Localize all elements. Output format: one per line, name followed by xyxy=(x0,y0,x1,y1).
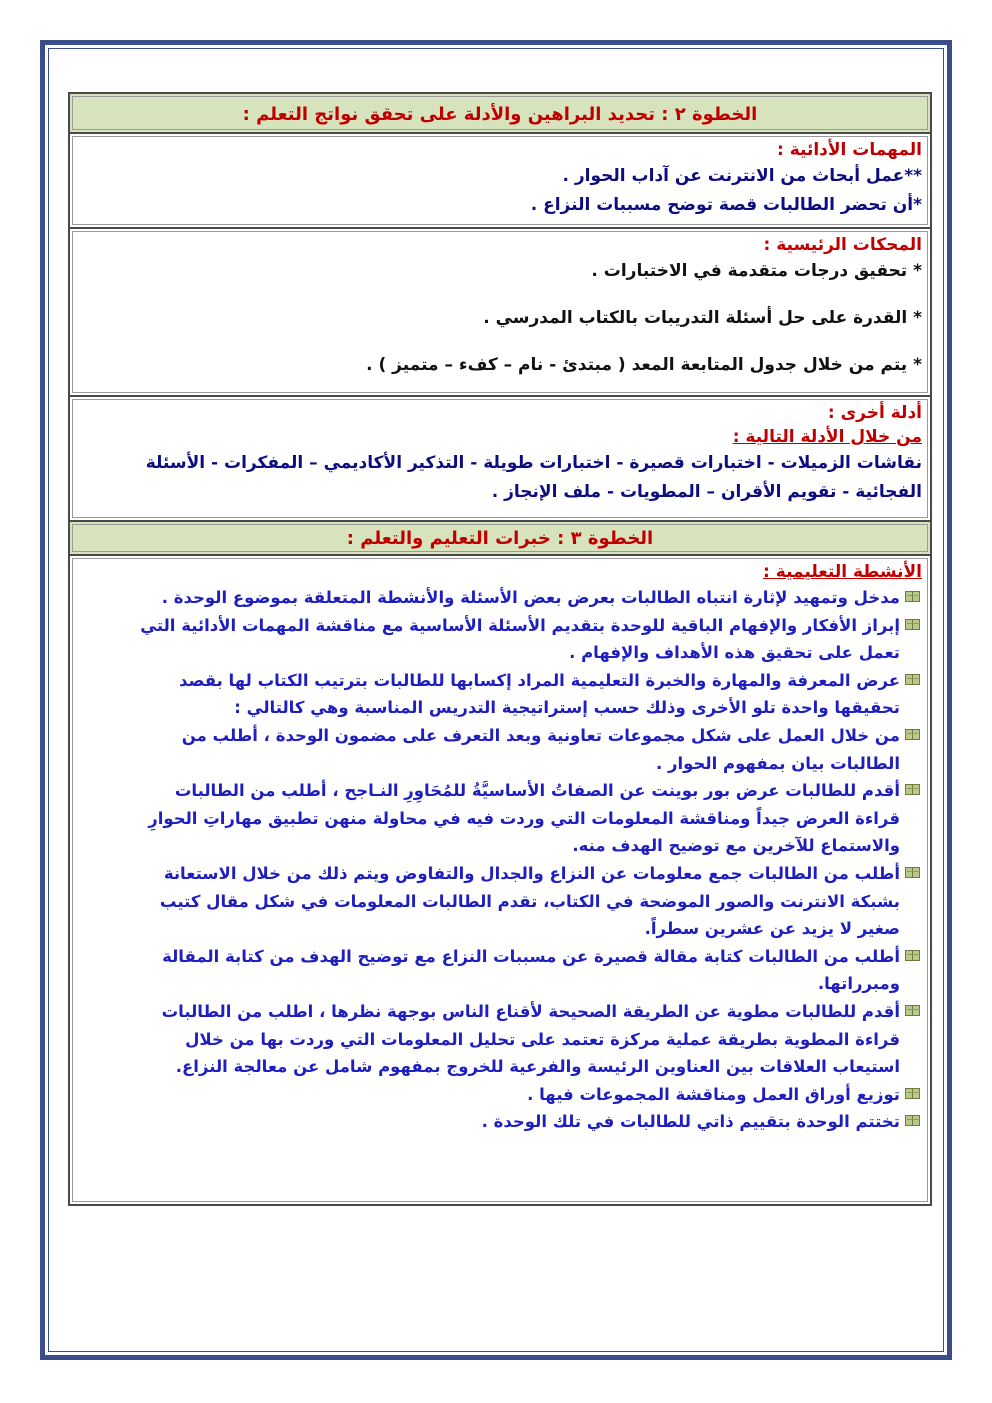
activity-item xyxy=(78,612,922,667)
activity-line: بشبكة الانترنت والصور الموضحة في الكتاب، تقدم الطالبات المعلومات في شكل مقال كتيب xyxy=(159,891,900,911)
book-icon xyxy=(905,784,920,795)
activity-line: من خلال العمل على شكل مجموعات تعاونية وبعد التعرف على مضمون الوحدة ، أطلب من xyxy=(181,725,900,745)
teaching-activities-title: الأنشطة التعليمية : xyxy=(763,562,922,582)
activity-line: قراءة العرض جيداً ومناقشة المعلومات التي وردت فيه في محاولة منهن تطبيق مهاراتِ الحوارِ xyxy=(148,808,900,828)
activity-item xyxy=(78,943,922,998)
other-evidence-section xyxy=(68,397,932,522)
step3-header xyxy=(68,522,932,556)
activity-line: إبراز الأفكار والإفهام الباقية للوحدة بتقديم الأسئلة الأساسية مع مناقشة المهمات الأدائية التي xyxy=(140,615,900,635)
main-criteria-section xyxy=(68,229,932,397)
step3-header-text: الخطوة ٣ : خبرات التعليم والتعلم : xyxy=(346,528,654,549)
activity-line: تعمل على تحقيق هذه الأهداف والإفهام . xyxy=(569,643,900,663)
performance-task-item: **عمل أبحاث من الانترنت عن آداب الحوار . xyxy=(562,166,922,186)
activity-line: أطلب من الطالبات كتابة مقالة قصيرة عن مسببات النزاع مع توضيح الهدف من كتابة المقالة xyxy=(162,946,900,966)
step2-header-text: الخطوة ٢ : تحديد البراهين والأدلة على تحقق نواتج التعلم : xyxy=(242,104,758,125)
activity-item xyxy=(78,584,922,612)
criteria-item: * تحقيق درجات متقدمة في الاختبارات . xyxy=(591,261,922,281)
activity-item xyxy=(78,667,922,722)
activity-line: مدخل وتمهيد لإثارة انتباه الطالبات بعرض بعض الأسئلة والأنشطة المتعلقة بموضوع الوحدة . xyxy=(161,588,900,607)
document-body xyxy=(68,92,932,1206)
other-evidence-title: أدلة أخرى : xyxy=(827,403,922,423)
performance-task-item: *أن تحضر الطالبات قصة توضح مسببات النزاع . xyxy=(530,195,922,215)
activity-line: الطالبات بيان بمفهوم الحوار . xyxy=(656,753,900,773)
book-icon xyxy=(905,674,920,685)
activity-item xyxy=(78,1081,922,1109)
criteria-item: * يتم من خلال جدول المتابعة المعد ( مبتدئ - نام – كفء – متميز ) . xyxy=(366,355,922,375)
other-evidence-line: الفجائية - تقويم الأقران – المطويات - ملف الإنجاز . xyxy=(491,482,922,502)
activity-item xyxy=(78,1108,922,1136)
activity-line: تختتم الوحدة بتقييم ذاتي للطالبات في تلك الوحدة . xyxy=(481,1112,900,1132)
activity-line: تحقيقها واحدة تلو الأخرى وذلك حسب إستراتيجية التدريس المناسبة وهي كالتالي : xyxy=(234,698,900,718)
activity-line: توزيع أوراق العمل ومناقشة المجموعات فيها . xyxy=(527,1084,900,1104)
book-icon xyxy=(905,950,920,961)
book-icon xyxy=(905,729,920,740)
book-icon xyxy=(905,1005,920,1016)
teaching-activities-section xyxy=(68,556,932,1206)
other-evidence-line: نقاشات الزميلات - اختبارات قصيرة - اختبارات طويلة - التذكير الأكاديمي – المفكرات - الأسئلة xyxy=(145,453,922,473)
activity-line: عرض المعرفة والمهارة والخبرة التعليمية المراد إكسابها للطالبات بترتيب الكتاب لها بقصد xyxy=(178,670,900,690)
book-icon xyxy=(905,1088,920,1099)
performance-tasks-section xyxy=(68,134,932,229)
book-icon xyxy=(905,619,920,630)
activity-line: ومبرراتها. xyxy=(817,974,900,994)
main-criteria-title: المحكات الرئيسية : xyxy=(763,235,922,255)
activity-line: أطلب من الطالبات جمع معلومات عن النزاع والجدال والتفاوض ويتم ذلك من خلال الاستعانة xyxy=(163,863,900,883)
activity-item xyxy=(78,722,922,777)
step2-header xyxy=(68,92,932,134)
activity-line: والاستماع للآخرين مع توضيح الهدف منه. xyxy=(572,836,900,856)
book-icon xyxy=(905,867,920,878)
activities-list xyxy=(78,584,922,1136)
activity-line: صغير لا يزيد عن عشرين سطراً. xyxy=(644,919,900,939)
activity-line: أقدم للطالبات عرض بور بوينت عن الصفاتُ الأساسيَّةُ للمُحَاوِرِ النـاجح ، أطلب من الطالبات xyxy=(174,781,900,801)
activity-item xyxy=(78,777,922,860)
activity-line: أقدم للطالبات مطوية عن الطريقة الصحيحة لأقناع الناس بوجهة نظرها ، اطلب من الطالبات xyxy=(161,1001,900,1021)
other-evidence-subtitle: من خلال الأدلة التالية : xyxy=(732,427,922,447)
activity-line: استيعاب العلاقات بين العناوين الرئيسة والفرعية للخروج بمفهوم شامل عن معالجة النزاع. xyxy=(175,1057,900,1077)
criteria-item: * القدرة على حل أسئلة التدريبات بالكتاب المدرسي . xyxy=(483,308,922,328)
book-icon xyxy=(905,1115,920,1126)
book-icon xyxy=(905,591,920,602)
performance-tasks-title: المهمات الأدائية : xyxy=(777,140,922,160)
activity-line: قراءة المطوية بطريقة عملية مركزة تعتمد على تحليل المعلومات التي وردت بها من خلال xyxy=(185,1029,900,1049)
activity-item xyxy=(78,860,922,943)
activity-item xyxy=(78,998,922,1081)
